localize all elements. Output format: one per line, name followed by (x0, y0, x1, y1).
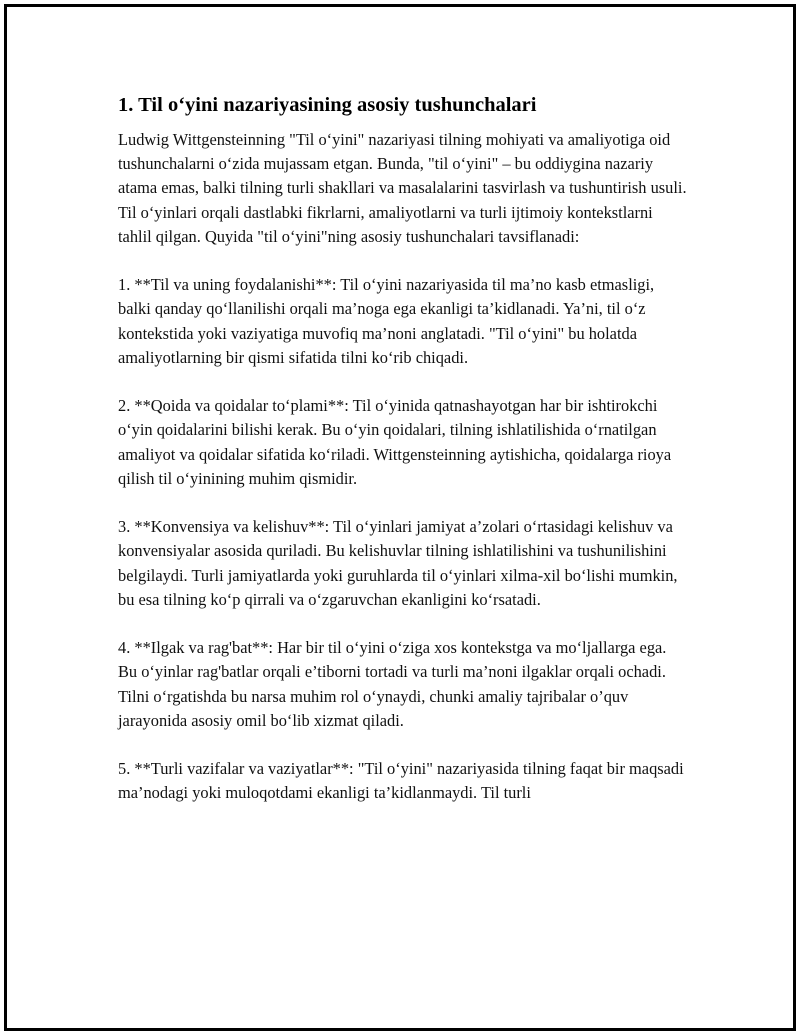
intro-paragraph: Ludwig Wittgensteinning "Til o‘yini" nazariyasi tilning mohiyati va amaliyotiga oid tushunchalarni o‘zida mujassam etgan. Bunda, "til o‘yini" – bu oddiygina nazariy atama emas, balki tilning turli shakllari va masalalarini tasvirlash va tushuntirish usuli. Til o‘yinlari orqali dastlabki fikrlarni, amaliyotlarni va turli ijtimoiy kontekstlarni tahlil qilgan. Quyida "til o‘yini"ning asosiy tushunchalari tavsiflanadi: (118, 130, 687, 246)
section-heading: 1. Til o‘yini nazariyasining asosiy tushunchalari (118, 94, 537, 116)
paragraph-functions: 5. **Turli vazifalar va vaziyatlar**: "Til o‘yini" nazariyasida tilning faqat bir maqsadi ma’nodagi yoki muloqotdami ekanligi ta’kidlanmaydi. Til turli (118, 759, 684, 803)
paragraph-motivation: 4. **Ilgak va rag'bat**: Har bir til o‘yini o‘ziga xos kontekstga va mo‘ljallarga ega. Bu o‘yinlar rag'batlar orqali e’tiborni tortadi va turli ma’noni ilgaklar orqali ochadi. Tilni o‘rgatishda bu narsa muhim rol o‘ynaydi, chunki amaliy tajribalar o’quv jarayonida asosiy omil bo‘lib xizmat qiladi. (118, 638, 667, 730)
paragraph-language-use: 1. **Til va uning foydalanishi**: Til o‘yini nazariyasida til ma’no kasb etmasligi, balki qanday qo‘llanilishi orqali ma’noga ega ekanligi ta’kidlanadi. Ya’ni, til o‘z kontekstida yoki vaziyatiga muvofiq ma’noni anglatadi. "Til o‘yini" bu holatda amaliyotlarning bir qismi sifatida tilni ko‘rib chiqadi. (118, 275, 655, 367)
paragraph-rules: 2. **Qoida va qoidalar to‘plami**: Til o‘yinida qatnashayotgan har bir ishtirokchi o‘yin qoidalarini bilishi kerak. Bu o‘yin qoidalari, tilning ishlatilishida o‘rnatilgan amaliyot va qoidalar sifatida ko‘riladi. Wittgensteinning aytishicha, qoidalarga rioya qilish til o‘yinining muhim qismidir. (118, 396, 672, 488)
document-body (118, 92, 688, 830)
paragraph-convention: 3. **Konvensiya va kelishuv**: Til o‘yinlari jamiyat a’zolari o‘rtasidagi kelishuv va konvensiyalar asosida quriladi. Bu kelishuvlar tilning ishlatilishini va tushunilishini belgilaydi. Turli jamiyatlarda yoki guruhlarda til o‘yinlari xilma-xil bo‘lishi mumkin, bu esa tilning ko‘p qirrali va o‘zgaruvchan ekanligini ko‘rsatadi. (118, 517, 678, 609)
